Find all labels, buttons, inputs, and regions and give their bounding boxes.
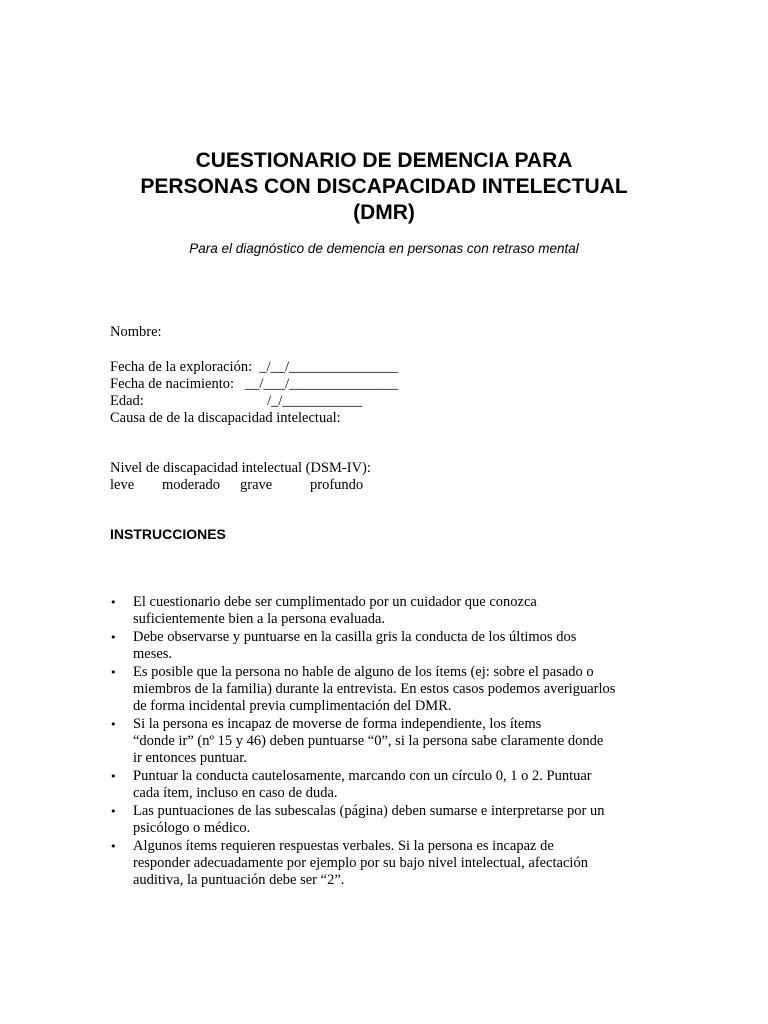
- list-item-line: psicólogo o médico.: [133, 820, 251, 836]
- level-option-leve: leve: [110, 477, 135, 493]
- level-option-moderado: moderado: [162, 477, 220, 493]
- list-item-line: Debe observarse y puntuarse en la casilla gris la conducta de los últimos dos: [133, 629, 577, 645]
- level-option-profundo: profundo: [310, 477, 364, 493]
- bullet-icon: •: [110, 718, 117, 731]
- list-item-line: responder adecuadamente por ejemplo por su bajo nivel intelectual, afectación: [133, 855, 588, 871]
- list-item-line: auditiva, la puntuación debe ser “2”.: [133, 872, 345, 888]
- list-item-line: “donde ir” (nº 15 y 46) deben puntuarse “0”, si la persona sabe claramente donde: [133, 733, 604, 749]
- list-item: [110, 803, 670, 837]
- list-item: [110, 594, 670, 628]
- list-item-line: de forma incidental previa cumplimentación del DMR.: [133, 698, 452, 714]
- bullet-icon: •: [110, 631, 117, 644]
- document-subtitle: Para el diagnóstico de demencia en personas con retraso mental: [189, 241, 579, 256]
- title-line-3: (DMR): [353, 201, 415, 224]
- list-item-line: ir entonces puntuar.: [133, 750, 247, 766]
- bullet-icon: •: [110, 805, 117, 818]
- list-item-line: Es posible que la persona no hable de alguno de los ítems (ej: sobre el pasado o: [133, 664, 594, 680]
- bullet-icon: •: [110, 840, 117, 853]
- instructions-heading: INSTRUCCIONES: [110, 526, 226, 542]
- exam-date-field: Fecha de la exploración: _/__/_______________: [110, 359, 398, 375]
- list-item-line: Algunos ítems requieren respuestas verbales. Si la persona es incapaz de: [133, 838, 554, 854]
- list-item-line: miembros de la familia) durante la entrevista. En estos casos podemos averiguarlos: [133, 681, 616, 697]
- list-item: [110, 838, 670, 889]
- bullet-icon: •: [110, 596, 117, 609]
- title-line-2: PERSONAS CON DISCAPACIDAD INTELECTUAL: [140, 175, 628, 198]
- bullet-icon: •: [110, 666, 117, 679]
- instructions-list: [110, 594, 670, 890]
- bullet-icon: •: [110, 770, 117, 783]
- list-item: [110, 664, 670, 715]
- age-field: Edad: /_/___________: [110, 393, 363, 409]
- birth-date-field: Fecha de nacimiento: __/___/_______________: [110, 376, 398, 392]
- list-item-line: meses.: [133, 646, 173, 662]
- level-field-label: Nivel de discapacidad intelectual (DSM-IV):: [110, 460, 371, 476]
- list-item-line: suficientemente bien a la persona evaluada.: [133, 611, 386, 627]
- list-item: [110, 716, 670, 767]
- list-item: [110, 629, 670, 663]
- cause-field-label: Causa de de la discapacidad intelectual:: [110, 410, 341, 426]
- title-line-1: CUESTIONARIO DE DEMENCIA PARA: [195, 149, 573, 172]
- name-field-label: Nombre:: [110, 324, 162, 340]
- list-item-line: Puntuar la conducta cautelosamente, marcando con un círculo 0, 1 o 2. Puntuar: [133, 768, 592, 784]
- list-item-line: cada ítem, incluso en caso de duda.: [133, 785, 338, 801]
- list-item-line: El cuestionario debe ser cumplimentado por un cuidador que conozca: [133, 594, 537, 610]
- level-option-grave: grave: [240, 477, 273, 493]
- list-item-line: Las puntuaciones de las subescalas (página) deben sumarse e interpretarse por un: [133, 803, 605, 819]
- document-title: [90, 148, 678, 226]
- list-item-line: Si la persona es incapaz de moverse de forma independiente, los ítems: [133, 716, 542, 732]
- list-item: [110, 768, 670, 802]
